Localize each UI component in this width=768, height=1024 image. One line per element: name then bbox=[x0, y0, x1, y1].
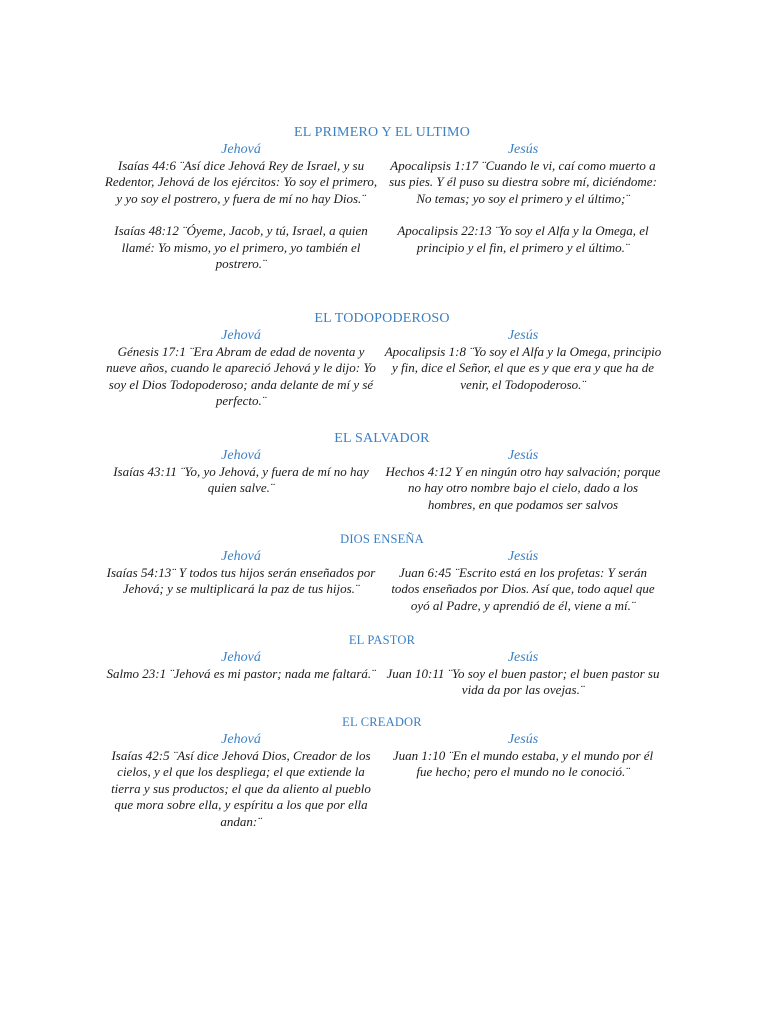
section-title: EL TODOPODEROSO bbox=[314, 311, 450, 326]
jehova-heading: Jehová bbox=[221, 328, 261, 343]
jesus-heading: Jesús bbox=[507, 448, 539, 463]
section-columns bbox=[100, 141, 664, 272]
jesus-heading: Jesús bbox=[507, 650, 539, 665]
verse-text: Apocalipsis 22:13 ¨Yo soy el Alfa y la Omega, el principio y el fin, el primero y el último.¨ bbox=[397, 223, 649, 255]
section-title: EL PRIMERO Y EL ULTIMO bbox=[293, 125, 471, 140]
section-todopoderoso bbox=[100, 310, 664, 410]
verse-text: Isaías 54:13¨ Y todos tus hijos serán enseñados por Jehová; y se multiplicará la paz de tus hijos.¨ bbox=[106, 565, 376, 597]
verse-text: Juan 1:10 ¨En el mundo estaba, y el mundo por él fue hecho; pero el mundo no le conoció.¨ bbox=[392, 748, 654, 780]
verse-text: Apocalipsis 1:8 ¨Yo soy el Alfa y la Omega, principio y fin, dice el Señor, el que es y que era y que ha de venir, el Todopoderoso.¨ bbox=[384, 344, 662, 392]
section-columns bbox=[100, 649, 664, 699]
verse-text: Juan 6:45 ¨Escrito está en los profetas: Y serán todos enseñados por Dios. Así que, todo aquel que oyó al Padre, y aprendió de él, viene a mí.¨ bbox=[391, 565, 655, 613]
jesus-heading: Jesús bbox=[507, 328, 539, 343]
section-dios-ensena bbox=[100, 531, 664, 614]
jesus-column bbox=[384, 649, 662, 699]
jehova-heading: Jehová bbox=[221, 549, 261, 564]
jehova-column bbox=[102, 447, 380, 513]
verse-text: Hechos 4:12 Y en ningún otro hay salvación; porque no hay otro nombre bajo el cielo, dado a los hombres, en que podamos ser salvos bbox=[385, 464, 661, 512]
verse-text: Apocalipsis 1:17 ¨Cuando le vi, caí como muerto a sus pies. Y él puso su diestra sobre mí, diciéndome: No temas; yo soy el primero y el último;¨ bbox=[389, 158, 657, 206]
jehova-heading: Jehová bbox=[221, 448, 261, 463]
jesus-column bbox=[384, 141, 662, 272]
section-salvador bbox=[100, 430, 664, 513]
jesus-column bbox=[384, 731, 662, 830]
section-creador bbox=[100, 714, 664, 830]
jehova-heading: Jehová bbox=[221, 650, 261, 665]
section-columns bbox=[100, 731, 664, 830]
jesus-column bbox=[384, 327, 662, 410]
verse-text: Isaías 44:6 ¨Así dice Jehová Rey de Israel, y su Redentor, Jehová de los ejércitos: Yo soy el primero, y yo soy el postrero, y fuera de mí no hay Dios.¨ bbox=[104, 158, 378, 206]
jehova-heading: Jehová bbox=[221, 732, 261, 747]
verse-text: Juan 10:11 ¨Yo soy el buen pastor; el buen pastor su vida da por las ovejas.¨ bbox=[386, 666, 660, 698]
verse-text: Isaías 43:11 ¨Yo, yo Jehová, y fuera de mí no hay quien salve.¨ bbox=[113, 464, 369, 496]
section-columns bbox=[100, 447, 664, 513]
section-primero-ultimo bbox=[100, 124, 664, 272]
section-title: EL CREADOR bbox=[342, 715, 422, 729]
section-title: EL SALVADOR bbox=[334, 431, 430, 446]
verse-text: Isaías 48:12 ¨Óyeme, Jacob, y tú, Israel, a quien llamé: Yo mismo, yo el primero, yo también el postrero.¨ bbox=[114, 223, 368, 272]
jesus-heading: Jesús bbox=[507, 549, 539, 564]
section-title: EL PASTOR bbox=[348, 633, 416, 647]
section-columns bbox=[100, 548, 664, 614]
jehova-column bbox=[102, 327, 380, 410]
section-title: DIOS ENSEÑA bbox=[340, 532, 424, 546]
jehova-column bbox=[102, 548, 380, 614]
verse-text: Salmo 23:1 ¨Jehová es mi pastor; nada me faltará.¨ bbox=[106, 666, 376, 681]
section-pastor bbox=[100, 632, 664, 699]
jesus-heading: Jesús bbox=[507, 142, 539, 157]
jehova-column bbox=[102, 731, 380, 830]
verse-text: Isaías 42:5 ¨Así dice Jehová Dios, Creador de los cielos, y el que los despliega; el que extiende la tierra y sus productos; el que da aliento al pueblo que mora sobre ella, y espíritu a los que por ella andan:¨ bbox=[111, 748, 371, 829]
section-columns bbox=[100, 327, 664, 410]
jesus-column bbox=[384, 447, 662, 513]
jehova-heading: Jehová bbox=[221, 142, 261, 157]
verse-text: Génesis 17:1 ¨Era Abram de edad de noventa y nueve años, cuando le apareció Jehová y le dijo: Yo soy el Dios Todopoderoso; anda delante de mí y sé perfecto.¨ bbox=[106, 344, 376, 409]
jesus-heading: Jesús bbox=[507, 732, 539, 747]
jehova-column bbox=[102, 141, 380, 272]
jesus-column bbox=[384, 548, 662, 614]
jehova-column bbox=[102, 649, 380, 699]
